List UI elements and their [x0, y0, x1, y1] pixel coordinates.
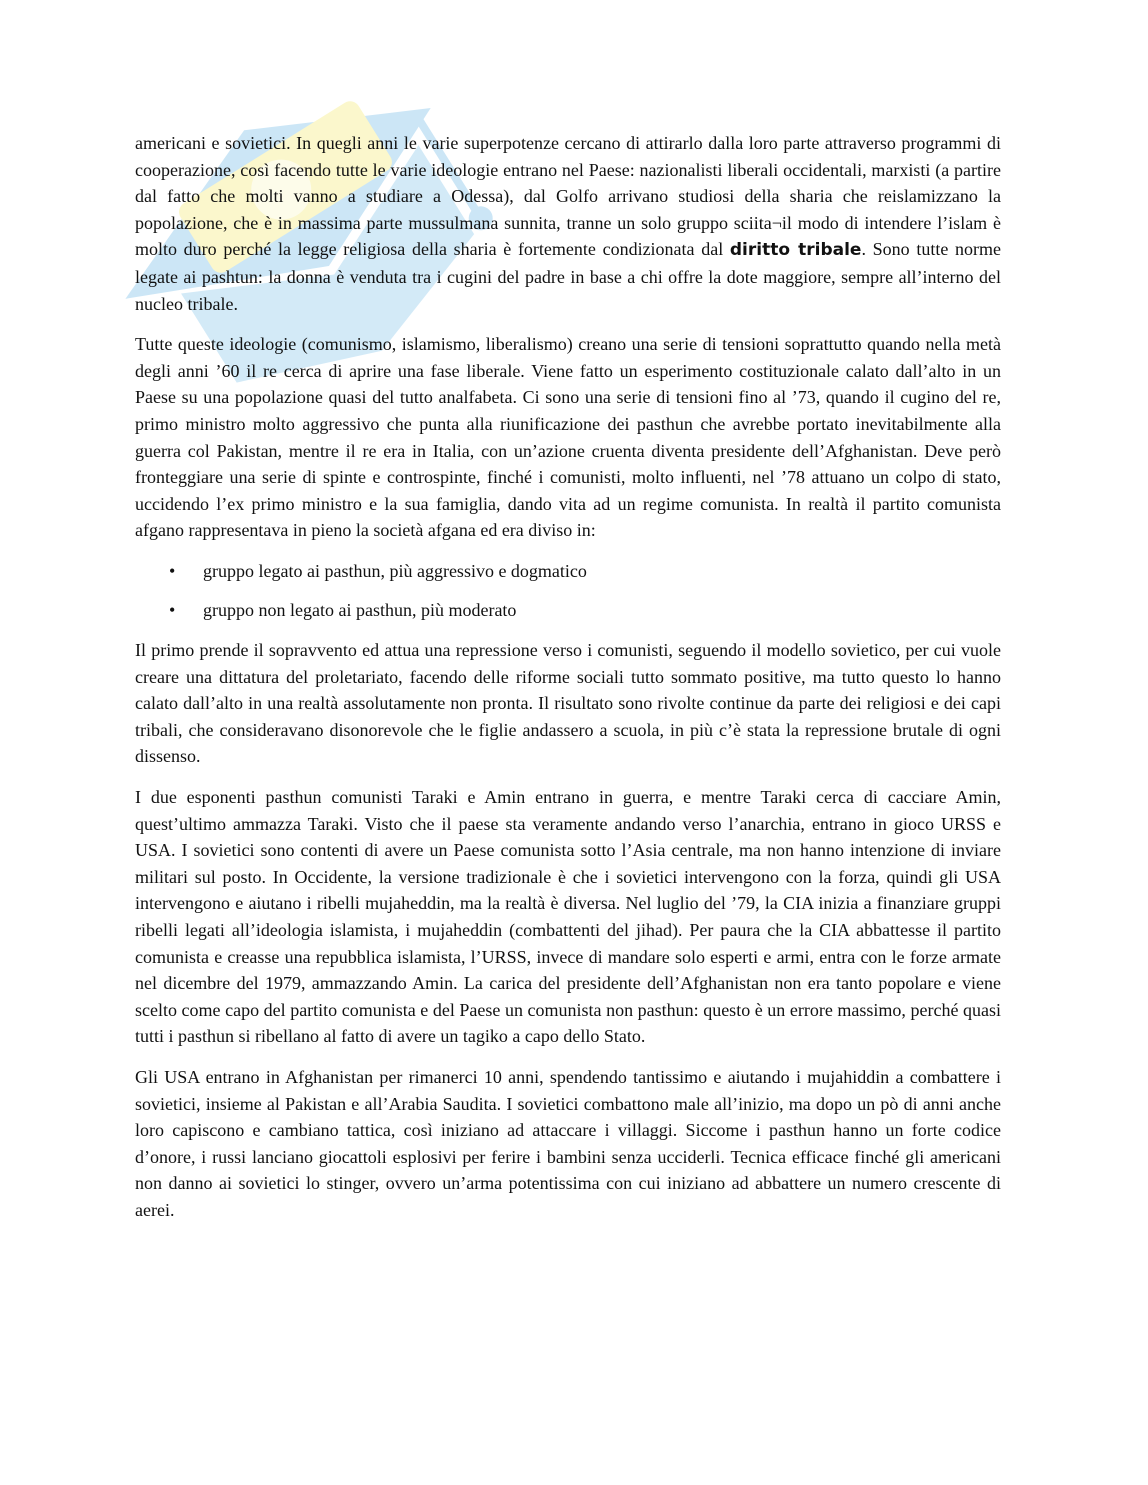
paragraph-1-text: americani e sovietici. In quegli anni le varie superpotenze cercano di attirarlo dalla loro parte attraverso programmi di cooperazione, così facendo tutte le varie ideologie entrano nel Paese: nazionalisti liberali occidentali, marxisti (a partire dal fatto che molti vanno a studiare a Odessa), dal Golfo arrivano studiosi della sharia che reislamizzano la popolazione, che è in massima parte mussulmana sunnita, tranne un solo gruppo sciita¬il modo di intendere l’islam è molto duro perché la legge religiosa della sharia è fortemente condizionata dal — [135, 133, 1001, 260]
bullet-icon: • — [169, 599, 176, 620]
document-page — [135, 130, 1001, 1238]
list-item-text: gruppo legato ai pasthun, più aggressivo e dogmatico — [203, 560, 587, 581]
list-item — [135, 558, 1001, 585]
paragraph-3: Il primo prende il sopravvento ed attua una repressione verso i comunisti, seguendo il modello sovietico, per cui vuole creare una dittatura del proletariato, facendo delle riforme sociali tutto sommato positive, ma tutto questo lo hanno calato dall’alto in una realtà assolutamente non pronta. Il risultato sono rivolte continue da parte dei religiosi e dei capi tribali, che consideravano disonorevole che le figlie andassero a scuola, in più c’è stata la repressione brutale di ogni dissenso. — [135, 640, 1001, 767]
paragraph-1 — [135, 130, 1001, 317]
list-item-text: gruppo non legato ai pasthun, più moderato — [203, 599, 517, 620]
paragraph-1-text-end: . Sono tutte norme legate ai pashtun: la donna è venduta tra i cugini del padre in base a chi offre la dote maggiore, sempre all’interno del nucleo tribale. — [135, 239, 1001, 314]
paragraph-5: Gli USA entrano in Afghanistan per rimanerci 10 anni, spendendo tantissimo e aiutando i mujahiddin a combattere i sovietici, insieme al Pakistan e all’Arabia Saudita. I sovietici combattono male all’inizio, ma dopo un pò di anni anche loro capiscono e cambiano tattica, così iniziano ad attaccare i villaggi. Siccome i pasthun hanno un forte codice d’onore, i russi lanciano giocattoli esplosivi per ferire i bambini senza ucciderli. Tecnica efficace finché gli americani non danno ai sovietici lo stinger, ovvero un’arma potentissima con cui iniziano ad abbattere un numero crescente di aerei. — [135, 1067, 1001, 1220]
bullet-icon: • — [169, 560, 176, 581]
bullet-list — [135, 558, 1001, 623]
bold-term-diritto-tribale: diritto tribale — [729, 240, 862, 261]
paragraph-4: I due esponenti pasthun comunisti Taraki e Amin entrano in guerra, e mentre Taraki cerca di cacciare Amin, quest’ultimo ammazza Taraki. Visto che il paese sta veramente andando verso l’anarchia, entrano in gioco URSS e USA. I sovietici sono contenti di avere un Paese comunista sotto l’Asia centrale, ma non hanno intenzione di inviare militari sul posto. In Occidente, la versione tradizionale è che i sovietici intervengono con la forza, quindi gli USA intervengono e aiutano i ribelli mujaheddin, ma la realtà è diversa. Nel luglio del ’79, la CIA inizia a finanziare gruppi ribelli legati all’ideologia islamista, i mujaheddin (combattenti del jihad). Per paura che la CIA abbattesse il partito comunista e creasse una repubblica islamista, l’URSS, invece di mandare solo esperti e armi, entra con le forze armate nel dicembre del 1979, ammazzando Amin. La carica del presidente dell’Afghanistan non era tanto popolare e viene scelto come capo del partito comunista e del Paese un comunista non pasthun: questo è un errore massimo, perché quasi tutti i pasthun si ribellano al fatto di avere un tagiko a capo dello Stato. — [135, 787, 1001, 1047]
paragraph-2: Tutte queste ideologie (comunismo, islamismo, liberalismo) creano una serie di tensioni soprattutto quando nella metà degli anni ’60 il re cerca di aprire una fase liberale. Viene fatto un esperimento costituzionale calato dall’alto in un Paese su una popolazione quasi del tutto analfabeta. Ci sono una serie di tensioni fino al ’73, quando il cugino del re, primo ministro molto aggressivo che punta alla riunificazione dei pasthun che avrebbe portato inevitabilmente alla guerra col Pakistan, mentre il re era in Italia, con un’azione cruenta diventa presidente dell’Afghanistan. Deve però fronteggiare una serie di spinte e controspinte, finché i comunisti, molto influenti, nel ’78 attuano un colpo di stato, uccidendo l’ex primo ministro e la sua famiglia, dando vita ad un regime comunista. In realtà il partito comunista afgano rappresentava in pieno la società afgana ed era diviso in: — [135, 334, 1001, 541]
list-item — [135, 597, 1001, 624]
